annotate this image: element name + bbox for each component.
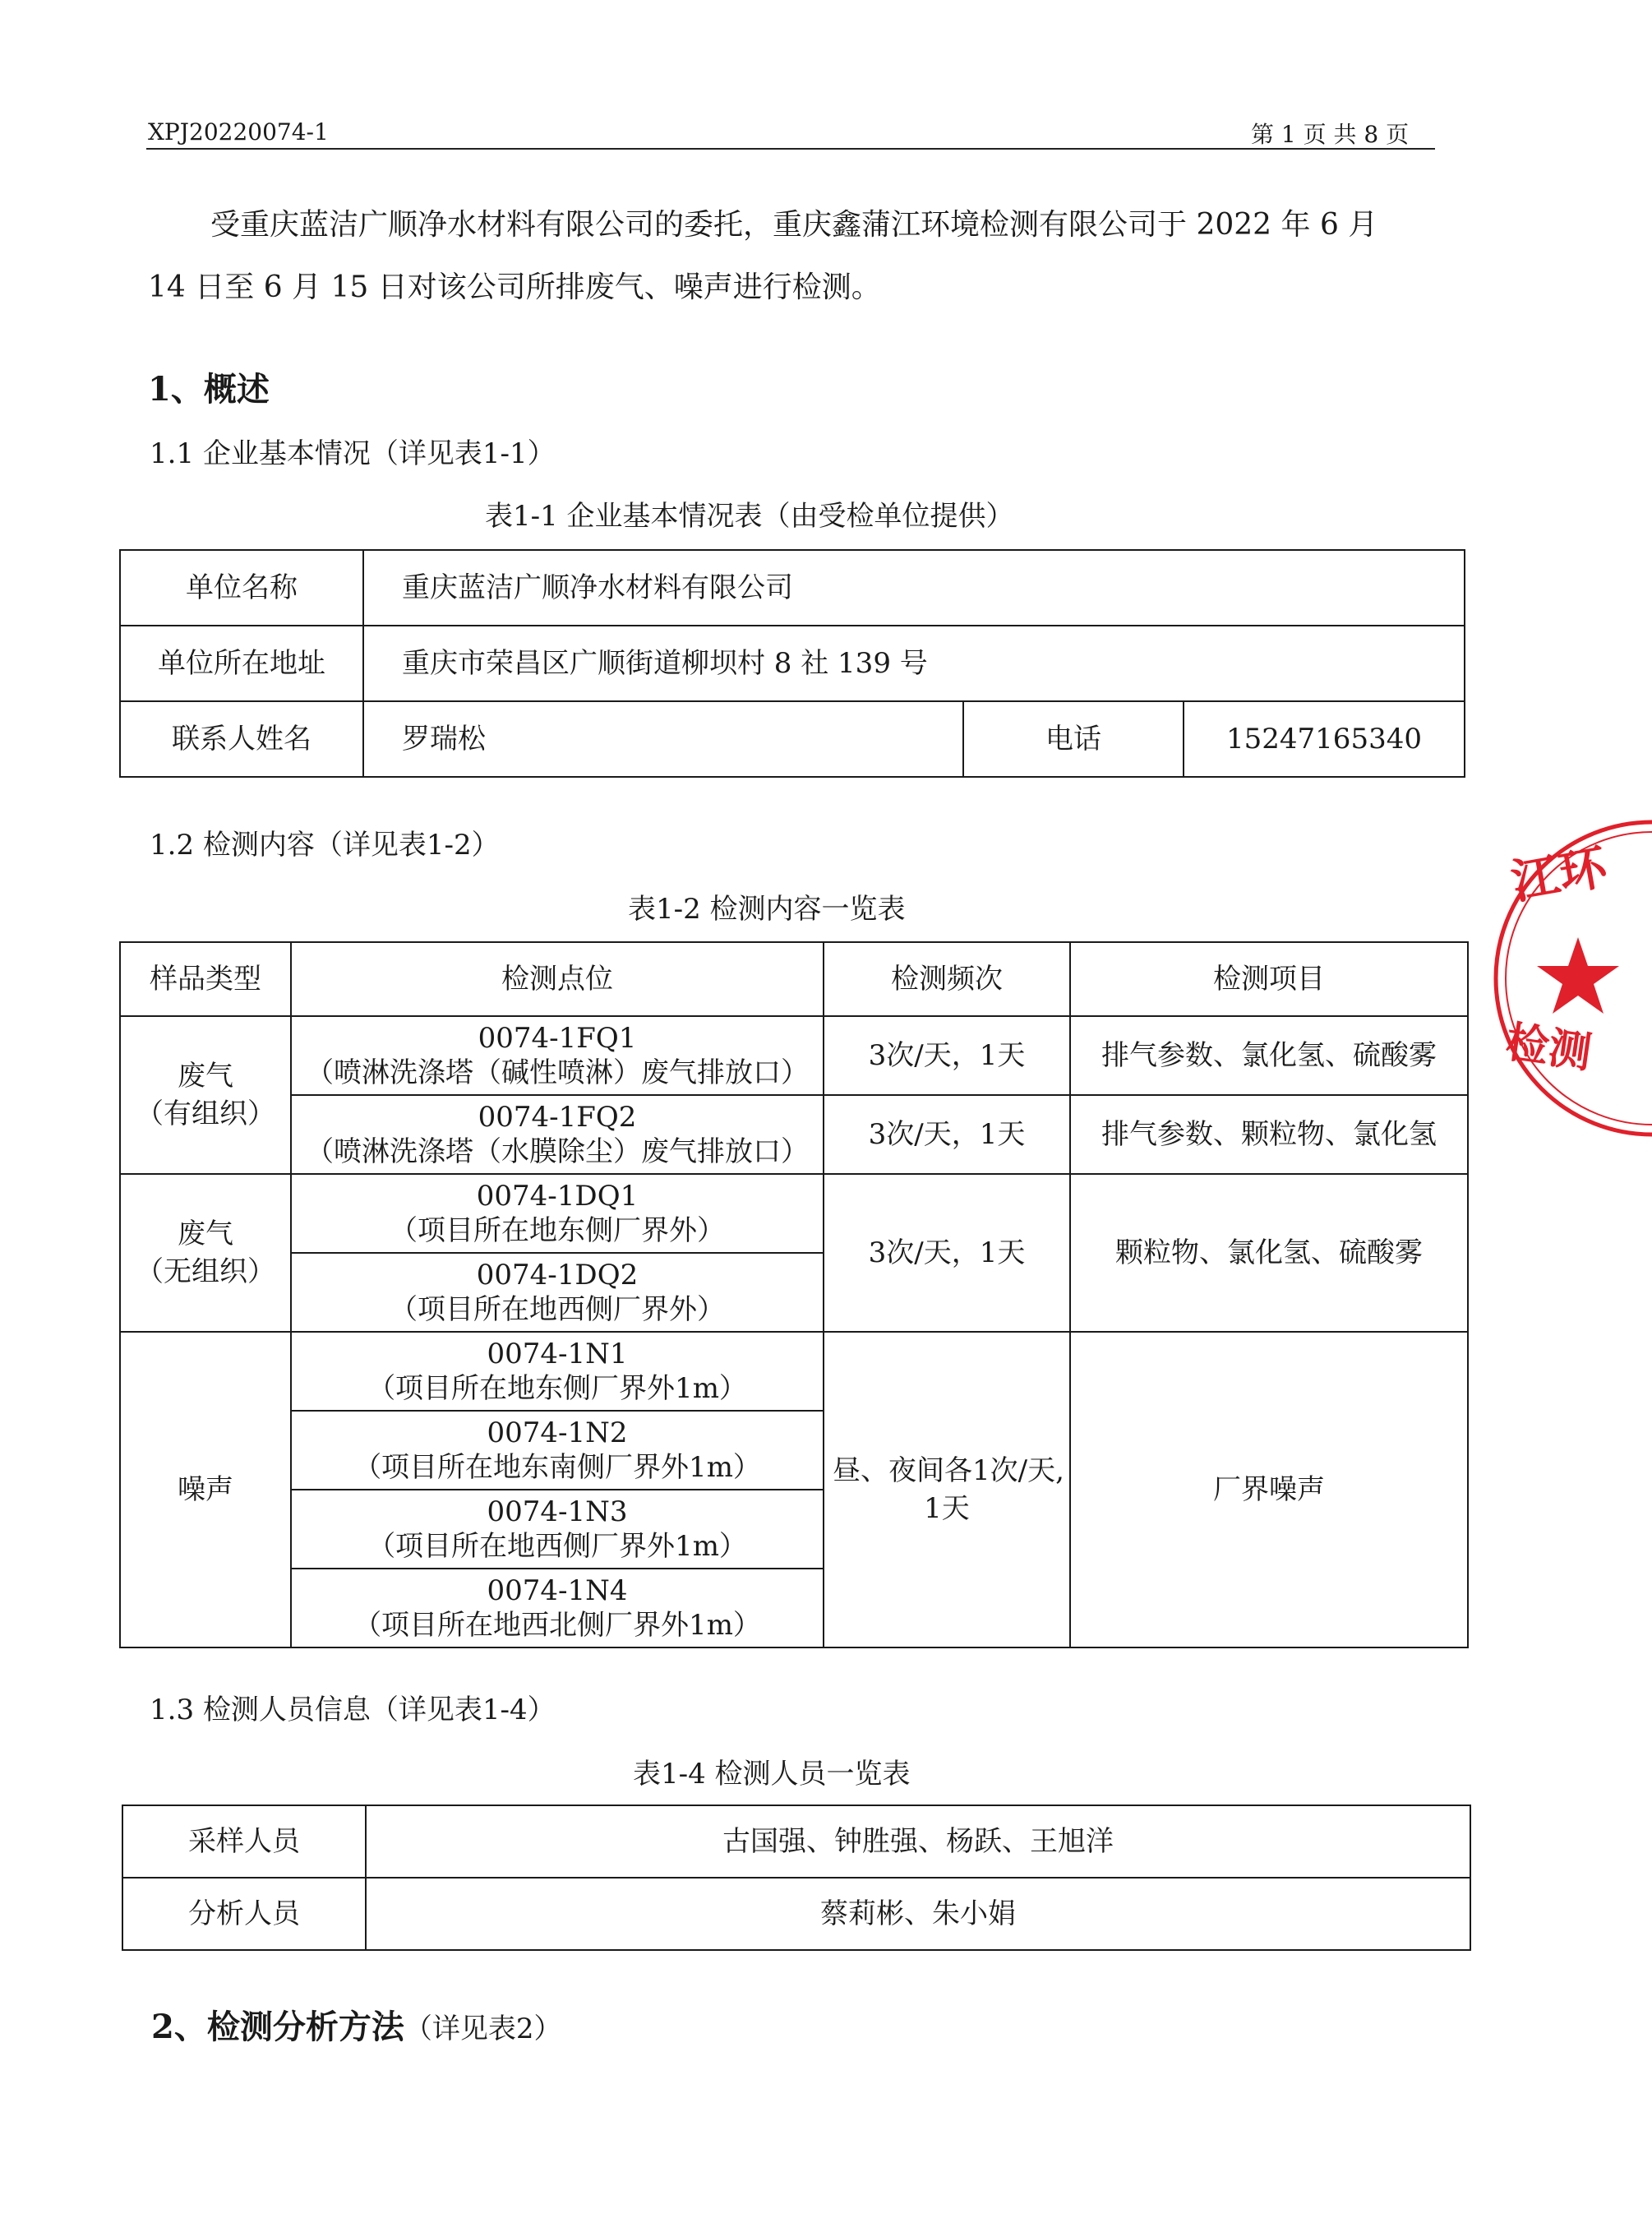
subsection-1-3: 1.3 检测人员信息（详见表1-4） [150,1694,556,1726]
stamp-star-icon [1537,937,1619,1014]
header-frequency: 检测频次 [824,942,1070,1016]
unit-address-label: 单位所在地址 [120,626,363,701]
analysis-staff-value: 蔡莉彬、朱小娟 [366,1878,1470,1950]
phone-value: 15247165340 [1184,701,1465,777]
items-dq: 颗粒物、氯化氢、硫酸雾 [1070,1174,1468,1332]
section-1-title: 1、概述 [148,370,270,409]
page-indicator: 第 1 页 共 8 页 [1251,121,1410,148]
header-sample-type: 样品类型 [120,942,291,1016]
unit-name-value: 重庆蓝洁广顺净水材料有限公司 [363,550,1465,626]
point-1dq2: 0074-1DQ2 （项目所在地西侧厂界外） [291,1253,824,1332]
intro-line-1: 受重庆蓝洁广顺净水材料有限公司的委托，重庆鑫蒲江环境检测有限公司于 2022 年 6 月 [210,208,1378,242]
sampling-staff-value: 古国强、钟胜强、杨跃、王旭洋 [366,1805,1470,1878]
items-1fq1: 排气参数、氯化氢、硫酸雾 [1070,1016,1468,1095]
items-noise: 厂界噪声 [1070,1332,1468,1647]
freq-1fq1: 3次/天，1天 [824,1016,1070,1095]
type-fugitive-exhaust: 废气 （无组织） [120,1174,291,1332]
point-1dq1: 0074-1DQ1 （项目所在地东侧厂界外） [291,1174,824,1253]
freq-noise: 昼、夜间各1次/天, 1天 [824,1332,1070,1647]
table-1-4-caption: 表1-4 检测人员一览表 [633,1758,911,1791]
point-1n2: 0074-1N2 （项目所在地东南侧厂界外1m） [291,1411,824,1490]
items-1fq2: 排气参数、颗粒物、氯化氢 [1070,1095,1468,1174]
freq-1fq2: 3次/天，1天 [824,1095,1070,1174]
unit-address-value: 重庆市荣昌区广顺街道柳坝村 8 社 139 号 [363,626,1465,701]
table-1-2 [119,941,1469,1648]
red-seal-stamp [1488,814,1652,1143]
subsection-1-2: 1.2 检测内容（详见表1-2） [150,829,500,862]
type-organized-exhaust: 废气 （有组织） [120,1016,291,1174]
analysis-staff-label: 分析人员 [122,1878,366,1950]
header-point: 检测点位 [291,942,824,1016]
section-2-title: 2、检测分析方法（详见表2） [151,2008,562,2046]
table-1-1-caption: 表1-1 企业基本情况表（由受检单位提供） [485,500,1014,533]
intro-line-2: 14 日至 6 月 15 日对该公司所排废气、噪声进行检测。 [148,270,881,304]
point-1fq2: 0074-1FQ2 （喷淋洗涤塔（水膜除尘）废气排放口） [291,1095,824,1174]
point-1fq1: 0074-1FQ1 （喷淋洗涤塔（碱性喷淋）废气排放口） [291,1016,824,1095]
subsection-1-1: 1.1 企业基本情况（详见表1-1） [150,437,556,470]
header-rule [146,148,1435,150]
point-1n1: 0074-1N1 （项目所在地东侧厂界外1m） [291,1332,824,1411]
point-1n3: 0074-1N3 （项目所在地西侧厂界外1m） [291,1490,824,1569]
point-1n4: 0074-1N4 （项目所在地西北侧厂界外1m） [291,1569,824,1647]
table-1-4 [122,1805,1471,1951]
type-noise: 噪声 [120,1332,291,1647]
phone-label: 电话 [963,701,1184,777]
header-items: 检测项目 [1070,942,1468,1016]
unit-name-label: 单位名称 [120,550,363,626]
contact-name-value: 罗瑞松 [363,701,963,777]
svg-text:江环: 江环 [1507,839,1612,911]
table-1-1 [119,549,1465,778]
report-number: XPJ20220074-1 [148,118,329,146]
table-1-2-caption: 表1-2 检测内容一览表 [628,893,906,926]
sampling-staff-label: 采样人员 [122,1805,366,1878]
freq-dq: 3次/天，1天 [824,1174,1070,1332]
svg-text:检测: 检测 [1502,1017,1594,1079]
contact-name-label: 联系人姓名 [120,701,363,777]
